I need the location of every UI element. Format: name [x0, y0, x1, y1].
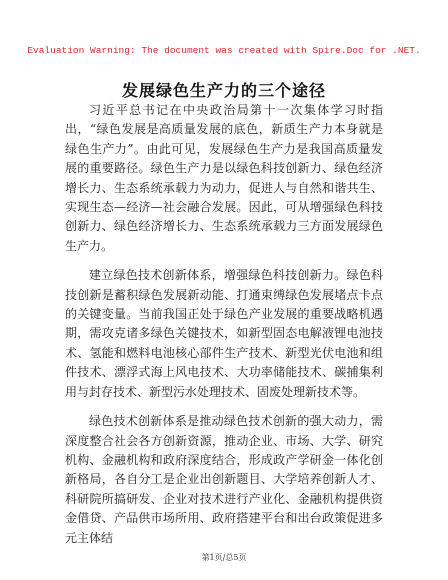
document-title: 发展绿色生产力的三个途径 — [121, 81, 326, 100]
paragraph-2: 建立绿色技术创新体系，增强绿色科技创新力。绿色科技创新是蓄积绿色发展新动能、打通束缚绿色发展堵点卡点的关键变量。当前我国正处于绿色产业发展的重要战略机遇期，需攻克诸多绿色关键技术，如新型固态电解液锂电池技术、氢能和燃料电池核心部件生产技术、新型光伏电池和组件技术、漂浮式海上风电技术、大功率储能技术、碳捕集利用与封存技术、新型污水处理技术、固废处理新技术等。 — [65, 268, 383, 399]
document-body — [65, 101, 383, 558]
page-number: 第1页/总5页 — [201, 553, 247, 562]
evaluation-warning: Evaluation Warning: The document was created with Spire.Doc for .NET. — [27, 45, 421, 56]
paragraph-1: 习近平总书记在中央政治局第十一次集体学习时指出，“绿色发展是高质量发展的底色，新质生产力本身就是绿色生产力”。由此可见，发展绿色生产力是我国高质量发展的重要路径。绿色生产力是以绿色科技创新力、绿色经济增长力、生态系统承载力为动力，促进人与自然和谐共生、实现生态—经济—社会融合发展。因此，可从增强绿色科技创新力、绿色经济增长力、生态系统承载力三方面发展绿色生产力。 — [65, 103, 383, 253]
paragraph-3: 绿色技术创新体系是推动绿色技术创新的强大动力，需深度整合社会各方创新资源，推动企业、市场、大学、研究机构、金融机构和政府深度结合，形成政产学研金一体化创新格局，各自分工是企业出创新题目、大学培养创新人才、科研院所搞研发、企业对技术进行产业化、金融机构提供资金借贷、产品供市场所用、政府搭建平台和出台政策促进多元主体结 — [65, 414, 383, 545]
